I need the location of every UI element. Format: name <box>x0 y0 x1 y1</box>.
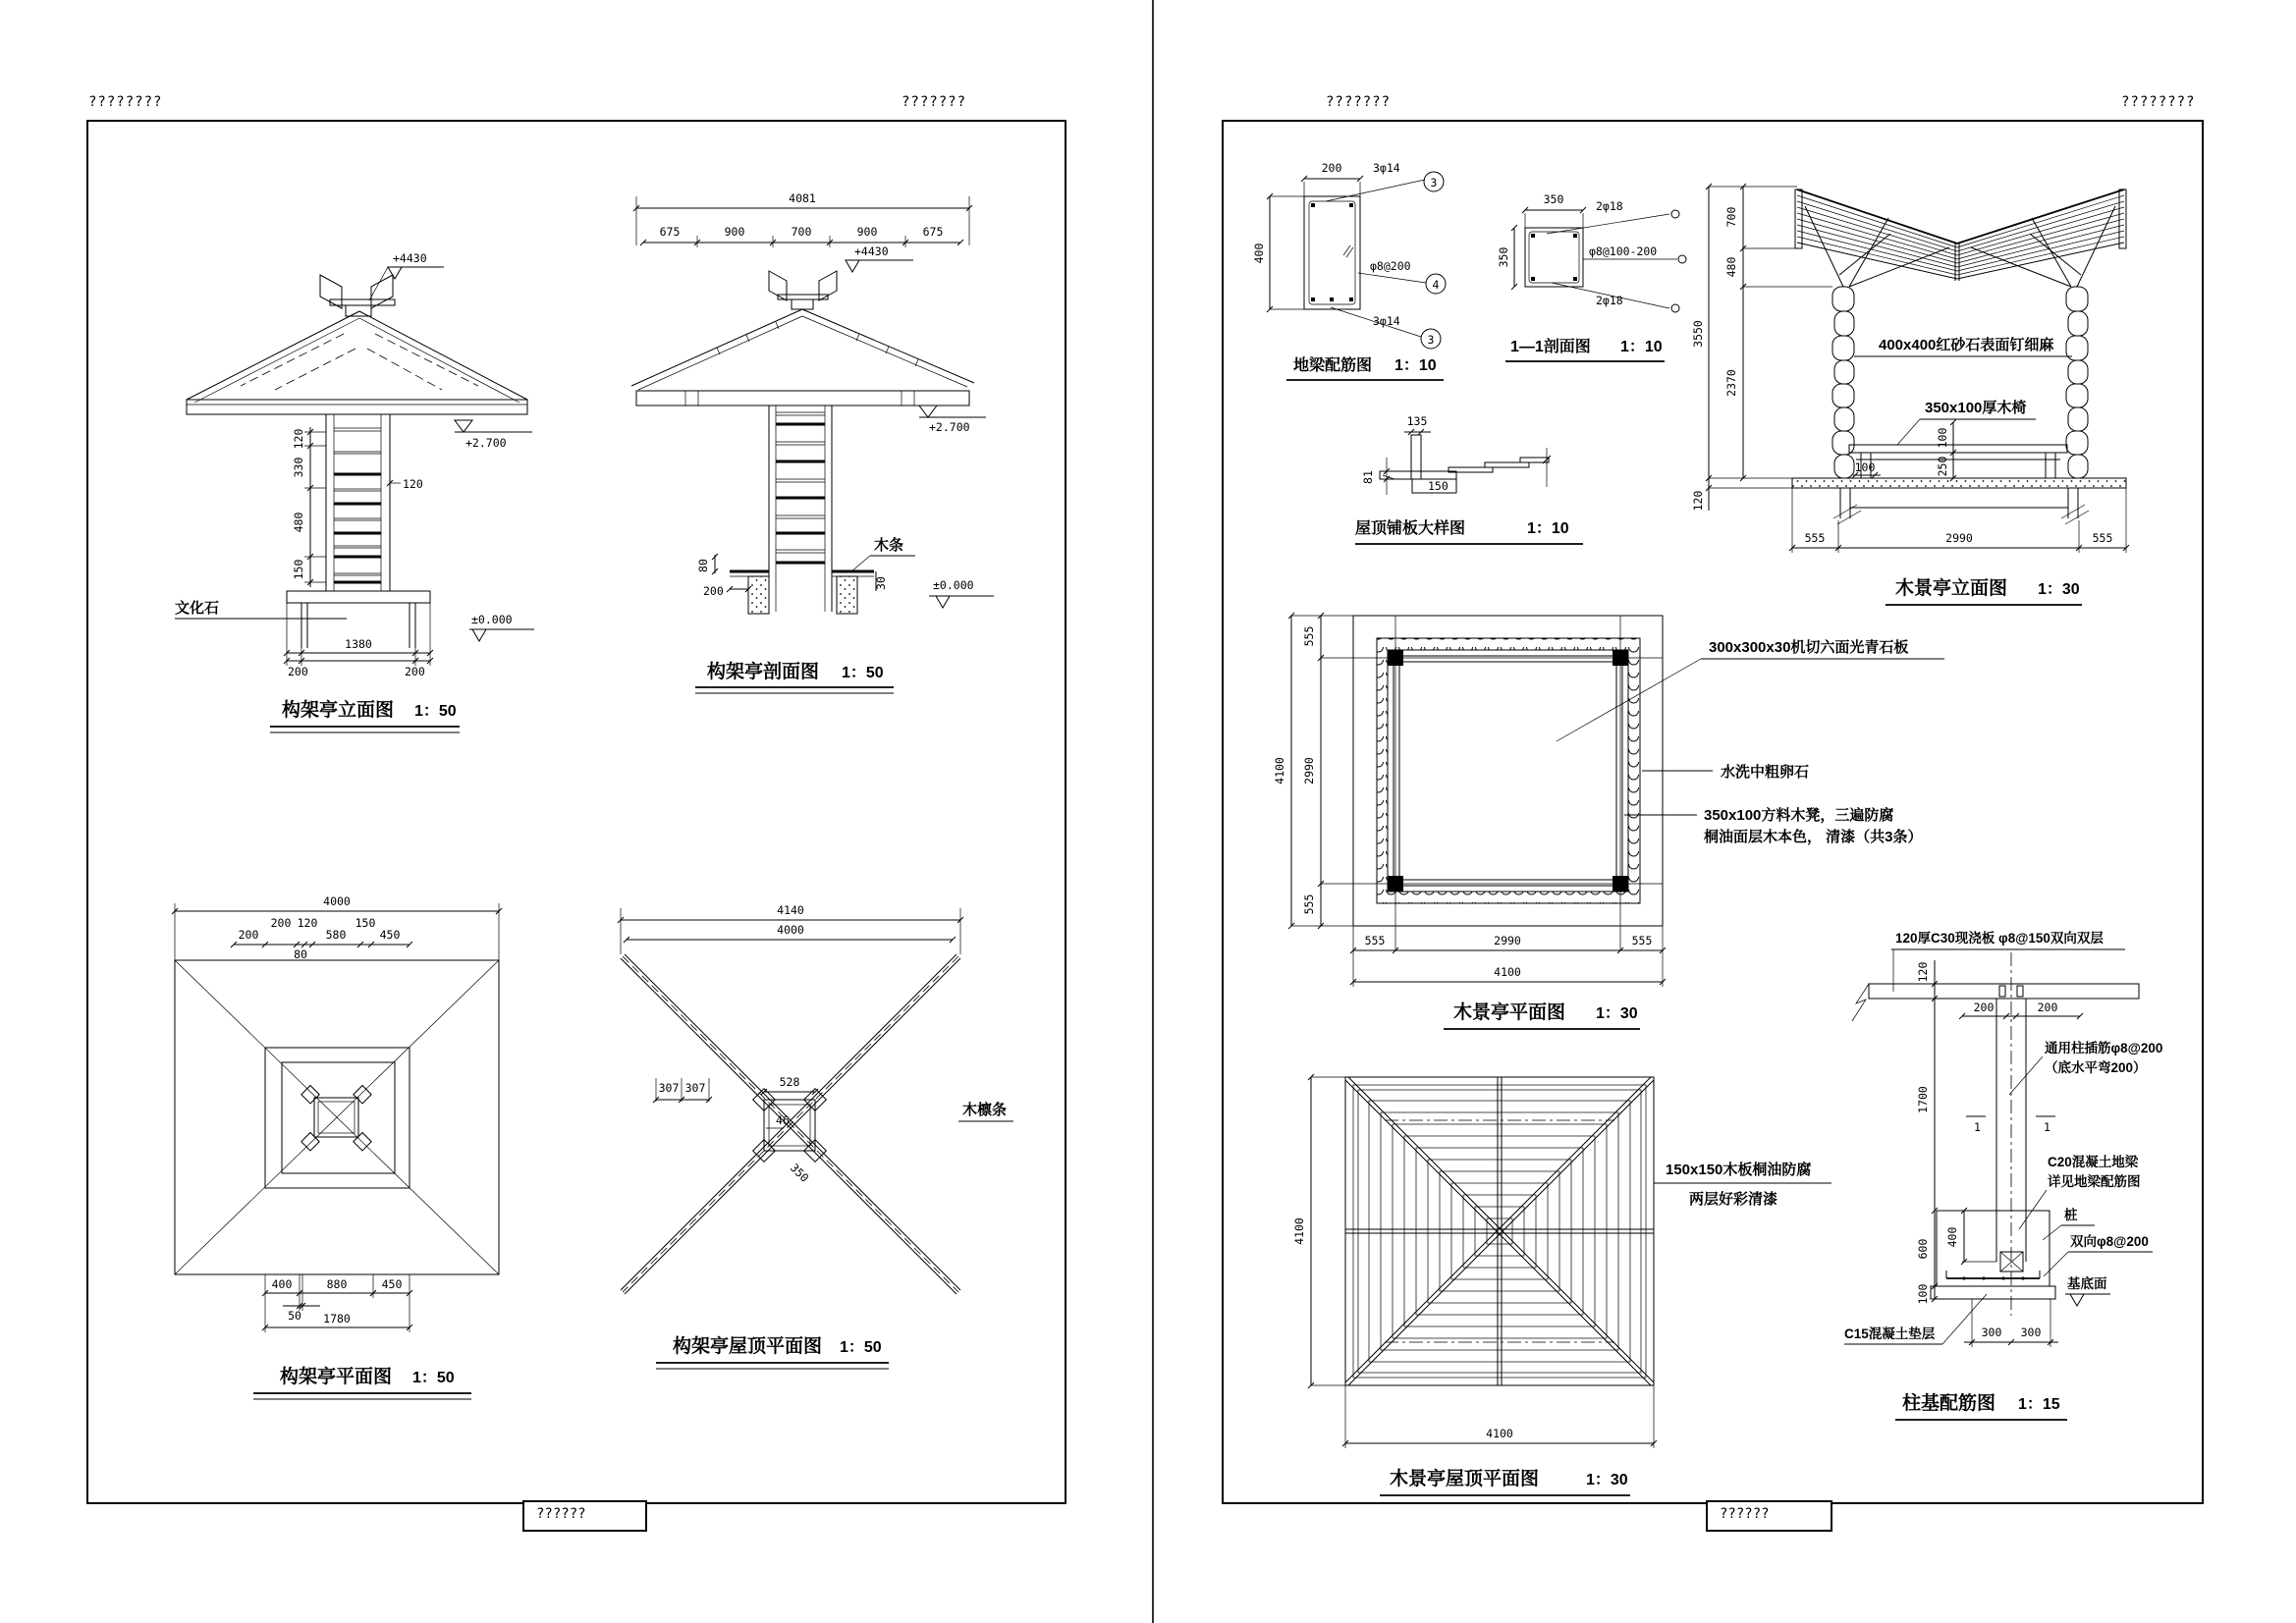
dim: 120 <box>297 916 318 930</box>
dim: 120 <box>403 477 423 491</box>
drawing-title: 屋顶铺板大样图 <box>1355 520 1466 537</box>
right-titleblock <box>1706 1500 1832 1532</box>
dim: 880 <box>326 1277 348 1291</box>
right-sheet-header-left: ??????? <box>1326 94 1392 110</box>
drawing-frame-pavilion-elevation <box>147 245 560 741</box>
roof-plank-rings <box>1369 1101 1630 1362</box>
dim: 1700 <box>1916 1086 1930 1113</box>
label-column-dowel-1: 通用柱插筋φ8@200 <box>2045 1041 2163 1055</box>
dim: 450 <box>379 928 401 942</box>
dim: ±0.000 <box>933 578 974 592</box>
dim: 81 <box>1361 470 1375 484</box>
dim: 675 <box>922 225 944 239</box>
label-slab-spec: 120厚C30现浇板 φ8@150双向双层 <box>1895 931 2104 946</box>
dim: 555 <box>2092 531 2113 545</box>
drawing-scale: 1：50 <box>412 1370 455 1386</box>
dim: 30 <box>874 576 888 590</box>
dim: 4100 <box>1273 757 1286 784</box>
section-mark: 1 <box>1974 1120 1981 1134</box>
label-bluestone-slab: 300x300x30机切六面光青石板 <box>1709 639 1909 656</box>
dim: 1380 <box>345 637 372 651</box>
label-wood-bench: 350x100厚木椅 <box>1925 400 2027 416</box>
label-washed-pebble: 水洗中粗卵石 <box>1721 764 1810 781</box>
drawing-title: 构架亭平面图 <box>280 1367 393 1387</box>
dim: 200 <box>2037 1001 2058 1014</box>
dim: 250 <box>1936 456 1949 477</box>
dim: 2990 <box>1494 934 1521 947</box>
drawing-title: 地梁配筋图 <box>1293 357 1373 374</box>
dim: 1780 <box>323 1312 351 1325</box>
drawing-column-base-rebar <box>1836 903 2249 1438</box>
label-culture-stone: 文化石 <box>175 600 220 617</box>
dim: 120 <box>1916 961 1930 983</box>
dim: 50 <box>288 1309 301 1323</box>
rebar-label: 3φ14 <box>1373 314 1400 328</box>
dim: 200 <box>238 928 259 942</box>
dim: 80 <box>294 947 307 961</box>
rebar-label: φ8@200 <box>1370 259 1411 273</box>
dim: 4081 <box>789 191 816 205</box>
dim: 900 <box>724 225 745 239</box>
dim: 2990 <box>1945 531 1973 545</box>
drawing-title: 木景亭立面图 <box>1895 578 2008 599</box>
dim: 200 <box>1321 161 1342 175</box>
drawing-scale: 1：50 <box>414 703 457 720</box>
label-roof-plank-spec-2: 两层好彩清漆 <box>1689 1191 1778 1208</box>
drawing-scale: 1：10 <box>1394 357 1437 374</box>
dim: 700 <box>1724 206 1738 228</box>
drawing-title: 构架亭剖面图 <box>707 662 820 682</box>
label-c20-beam-1: C20混凝土地梁 <box>2048 1155 2139 1169</box>
drawing-ground-beam-rebar <box>1252 152 1503 398</box>
dim: 350 <box>1543 192 1564 206</box>
label-wood-strip: 木条 <box>874 537 904 554</box>
label-wood-purlin: 木檩条 <box>962 1102 1008 1118</box>
dim: 307 <box>684 1081 706 1095</box>
dim: 450 <box>381 1277 403 1291</box>
drawing-title: 构架亭立面图 <box>282 700 395 721</box>
dim: 200 <box>405 665 425 678</box>
dim: 4100 <box>1292 1217 1306 1245</box>
drawing-title: 木景亭平面图 <box>1453 1002 1566 1023</box>
dim: 300 <box>1981 1325 2002 1339</box>
rebar-label: 2φ18 <box>1596 199 1623 213</box>
drawing-title: 1—1剖面图 <box>1510 339 1591 355</box>
dim: 350 <box>787 1161 812 1185</box>
drawing-scale: 1：10 <box>1527 520 1569 537</box>
dim: 100 <box>1936 427 1949 449</box>
section-mark: 1 <box>2044 1120 2050 1134</box>
dim: 2370 <box>1724 369 1738 397</box>
dim: 675 <box>659 225 681 239</box>
label-red-sandstone: 400x400红砂石表面钉细麻 <box>1879 337 2054 353</box>
stone-columns <box>1832 287 2088 478</box>
dim: 4000 <box>323 894 351 908</box>
dim: 600 <box>1916 1238 1930 1260</box>
dim: 2990 <box>1302 757 1316 784</box>
dim: 350 <box>1497 246 1510 268</box>
dim: 555 <box>1302 893 1316 915</box>
drawing-scale: 1：15 <box>2018 1396 2060 1413</box>
left-titleblock-text: ?????? <box>536 1506 586 1522</box>
drawing-title: 木景亭屋顶平面图 <box>1390 1469 1540 1489</box>
roof-planks <box>1795 189 2126 281</box>
page-divider <box>1152 0 1154 1623</box>
drawing-scale: 1：30 <box>2038 581 2080 598</box>
label-bench-spec-1: 350x100方料木凳，三遍防腐 <box>1704 807 1894 824</box>
dim: +4430 <box>393 251 427 265</box>
dim: 300 <box>2020 1325 2042 1339</box>
dim: ±0.000 <box>471 613 513 626</box>
dim: 555 <box>1302 625 1316 647</box>
drawing-frame-pavilion-section <box>609 167 1021 702</box>
drawing-wood-pavilion-elevation <box>1691 147 2185 619</box>
dim: 150 <box>1428 479 1449 493</box>
label-column-dowel-2: （底水平弯200） <box>2045 1060 2147 1075</box>
left-titleblock <box>522 1500 647 1532</box>
dim: 400 <box>1945 1226 1959 1248</box>
drawing-scale: 1：30 <box>1586 1472 1628 1488</box>
left-sheet-header-left: ???????? <box>88 94 163 110</box>
rebar-label: φ8@100-200 <box>1589 244 1658 258</box>
drawing-roof-plank-detail <box>1355 410 1640 558</box>
label-c20-beam-2: 详见地梁配筋图 <box>2048 1174 2141 1189</box>
drawing-scale: 1：50 <box>840 1339 882 1356</box>
dim: 528 <box>779 1075 800 1089</box>
label-c15-cushion: C15混凝土垫层 <box>1844 1326 1936 1341</box>
dim: 480 <box>292 512 305 533</box>
right-titleblock-text: ?????? <box>1720 1506 1770 1522</box>
dim: 555 <box>1804 531 1826 545</box>
drawing-title: 柱基配筋图 <box>1902 1393 1996 1414</box>
dim: 200 <box>288 665 308 678</box>
dim: 100 <box>1916 1283 1930 1305</box>
rebar-mark: 3 <box>1430 176 1438 189</box>
dim: 150 <box>292 559 305 580</box>
label-pile: 桩 <box>2064 1208 2078 1222</box>
right-sheet-header-right: ???????? <box>2121 94 2196 110</box>
label-bench-spec-2: 桐油面层木本色， 清漆（共3条） <box>1704 829 1923 845</box>
dim: 200 <box>1973 1001 1995 1014</box>
rebar-mark: 3 <box>1427 333 1435 347</box>
drawing-scale: 1：30 <box>1596 1005 1638 1022</box>
dim: 307 <box>658 1081 680 1095</box>
dim: 46 <box>776 1113 790 1127</box>
rebar-mark: 4 <box>1432 278 1440 292</box>
dim: 200 <box>270 916 292 930</box>
dim: +2.700 <box>465 436 507 450</box>
dim: 100 <box>1854 460 1876 474</box>
dim: 4100 <box>1494 965 1521 979</box>
dim: 400 <box>1252 243 1266 264</box>
drawing-frame-pavilion-plan <box>147 884 560 1414</box>
drawing-frame-pavilion-roof-plan <box>589 874 1041 1384</box>
dim: 4000 <box>777 923 804 937</box>
dim: 80 <box>696 559 710 572</box>
dim: 580 <box>325 928 347 942</box>
dim: 120 <box>292 428 305 450</box>
dim: 4100 <box>1486 1427 1513 1440</box>
rebar-label: 2φ18 <box>1596 294 1623 307</box>
dim: +2.700 <box>929 420 970 434</box>
dim: 480 <box>1724 256 1738 278</box>
dim: 3550 <box>1691 320 1705 348</box>
dim: 900 <box>856 225 878 239</box>
dim: 700 <box>791 225 812 239</box>
drawing-title: 构架亭屋顶平面图 <box>673 1336 823 1357</box>
rebar-label: 3φ14 <box>1373 161 1400 175</box>
label-base-level: 基底面 <box>2067 1276 2107 1291</box>
drawing-scale: 1：50 <box>842 665 884 681</box>
dim: 120 <box>1691 490 1705 512</box>
dim: 400 <box>271 1277 293 1291</box>
dim: 555 <box>1631 934 1653 947</box>
left-sheet-header-right: ??????? <box>902 94 967 110</box>
dim: 135 <box>1406 414 1428 428</box>
drawing-scale: 1：10 <box>1620 339 1663 355</box>
dim: 150 <box>355 916 376 930</box>
dim: 4140 <box>777 903 804 917</box>
label-roof-plank-spec-1: 150x150木板桐油防腐 <box>1666 1162 1812 1178</box>
dim: 200 <box>703 584 724 598</box>
label-two-way-rebar: 双向φ8@200 <box>2070 1234 2149 1249</box>
dim: 330 <box>292 457 305 478</box>
dim: +4430 <box>854 244 889 258</box>
dim: 555 <box>1364 934 1386 947</box>
